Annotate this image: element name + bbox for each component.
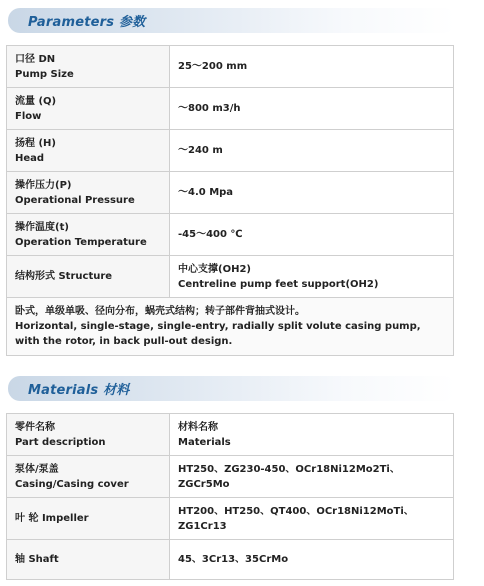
param-label-zh: 扬程 (H)	[15, 137, 56, 149]
param-label-structure: 结构形式 Structure	[7, 256, 170, 298]
part-label-line-2: Casing/Casing cover	[15, 478, 129, 490]
materials-header-left	[7, 414, 170, 456]
material-value-casing	[170, 456, 454, 498]
description-en-line-1: Horizontal, single-stage, single-entry, radially split volute casing pump,	[15, 321, 421, 332]
param-label-flow	[7, 88, 170, 130]
material-part-impeller: 叶 轮 Impeller	[7, 498, 170, 540]
table-row	[7, 498, 454, 540]
table-row	[7, 88, 454, 130]
material-value-line-1: HT250、ZG230-450、OCr18Ni12Mo2Ti、ZGCr5Mo	[178, 463, 400, 490]
material-value-shaft: 45、3Cr13、35CrMo	[170, 540, 454, 580]
description-en-line-2: with the rotor, in back pull-out design.	[15, 336, 233, 347]
header-right-zh: 材料名称	[178, 421, 218, 433]
table-row	[7, 414, 454, 456]
table-row	[7, 130, 454, 172]
param-label-zh: 操作压力(P)	[15, 179, 72, 191]
header-right-en: Materials	[178, 436, 231, 448]
param-label-en: Operational Pressure	[15, 194, 135, 206]
table-row	[7, 298, 454, 356]
param-value-pressure: ～4.0 Mpa	[170, 172, 454, 214]
param-value-temperature: -45～400 ℃	[170, 214, 454, 256]
param-label-zh: 操作温度(t)	[15, 221, 69, 233]
material-value-impeller	[170, 498, 454, 540]
material-part-shaft: 轴 Shaft	[7, 540, 170, 580]
param-value-structure	[170, 256, 454, 298]
table-row	[7, 46, 454, 88]
materials-table	[6, 413, 454, 580]
param-value-head: ～240 m	[170, 130, 454, 172]
table-row	[7, 172, 454, 214]
param-label-en: Pump Size	[15, 68, 74, 80]
part-label-line-1: 泵体/泵盖	[15, 463, 59, 475]
param-value-flow: ～800 m3/h	[170, 88, 454, 130]
structure-value-en: Centreline pump feet support(OH2)	[178, 278, 379, 290]
material-value-line-1: HT200、HT250、QT400、OCr18Ni12MoTi、	[178, 505, 414, 517]
param-label-head	[7, 130, 170, 172]
param-label-zh: 口径 DN	[15, 53, 56, 65]
material-value-line-2: ZG1Cr13	[178, 520, 227, 532]
material-part-casing	[7, 456, 170, 498]
param-label-en: Head	[15, 152, 45, 164]
parameters-table	[6, 45, 454, 356]
materials-header-right	[170, 414, 454, 456]
materials-section-title: Materials 材料	[28, 383, 130, 398]
header-left-en: Part description	[15, 436, 106, 448]
param-label-pressure	[7, 172, 170, 214]
param-label-en: Flow	[15, 110, 42, 122]
description-zh: 卧式，单级单吸、径向分布，蜗壳式结构；转子部件背抽式设计。	[15, 306, 305, 317]
parameters-section-header	[8, 8, 456, 33]
header-left-zh: 零件名称	[15, 421, 55, 433]
description-cell	[7, 298, 454, 356]
table-row	[7, 540, 454, 580]
param-label-zh: 流量 (Q)	[15, 95, 57, 107]
structure-value-zh: 中心支撑(OH2)	[178, 263, 251, 275]
table-row	[7, 214, 454, 256]
table-row	[7, 456, 454, 498]
parameters-section-title: Parameters 参数	[28, 15, 146, 30]
param-value-pump-size: 25～200 mm	[170, 46, 454, 88]
param-label-temperature	[7, 214, 170, 256]
table-row	[7, 256, 454, 298]
materials-section-header	[8, 376, 456, 401]
param-label-pump-size	[7, 46, 170, 88]
param-label-en: Operation Temperature	[15, 236, 147, 248]
